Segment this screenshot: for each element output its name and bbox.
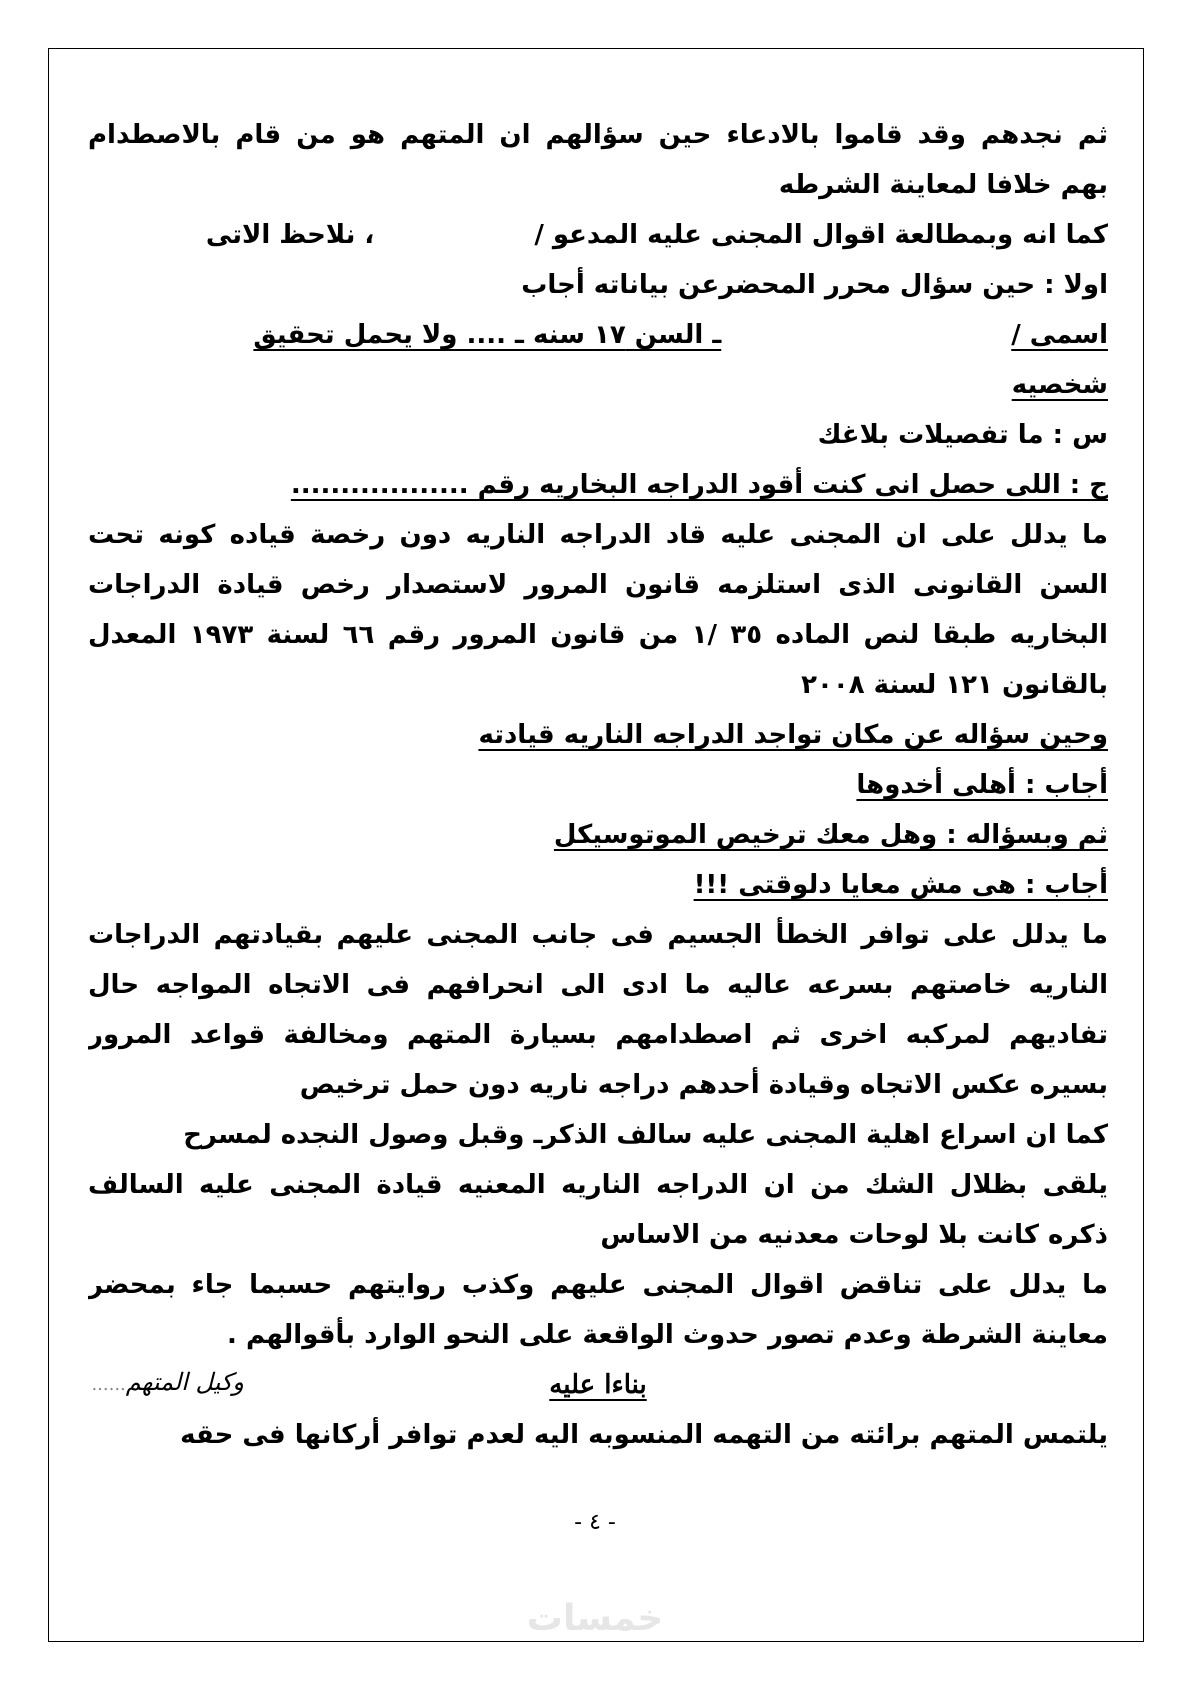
paragraph-line: ما يدلل على توافر الخطأ الجسيم فى جانب المجنى عليهم بقيادتهم الدراجات [88, 920, 1108, 950]
text-line: اولا : حين سؤال محرر المحضرعن بياناته أجاب [521, 270, 1108, 300]
paragraph-line: كما ان اسراع اهلية المجنى عليه سالف الذكرـ وقبل وصول النجده لمسرح [183, 1120, 1108, 1150]
paragraph-line: يلقى بظلال الشك من ان الدراجه الناريه المعنيه قيادة المجنى عليه السالف [88, 1170, 1108, 1200]
paragraph-line: ما يدلل على ان المجنى عليه قاد الدراجه الناريه دون رخصة قياده كونه تحت [88, 520, 1108, 550]
age-statement: ـ السن ١٧ سنه ـ .... ولا يحمل تحقيق [253, 320, 722, 350]
paragraph-line: السن القانونى الذى استلزمه قانون المرور لاستصدار رخص قيادة الدراجات [88, 570, 1108, 600]
signature-dots: ...... [91, 1374, 126, 1395]
section-heading: بناءا عليه [549, 1370, 647, 1400]
qa-line: أجاب : أهلى أخدوها [856, 770, 1108, 800]
name-label: اسمى / [1011, 320, 1108, 350]
paragraph-line: الناريه خاصتهم بسرعه عاليه ما ادى الى انحرافهم فى الاتجاه المواجه حال [88, 970, 1108, 1000]
page-number: - ٤ - [574, 1510, 616, 1535]
text-line: ثم نجدهم وقد قاموا بالادعاء حين سؤالهم ان المتهم هو من قام بالاصطدام [88, 120, 1108, 150]
qa-line: ثم وبسؤاله : وهل معك ترخيص الموتوسيكل [553, 820, 1108, 850]
text-line: س : ما تفصيلات بلاغك [817, 420, 1108, 450]
text-line: شخصيه [1011, 370, 1108, 400]
paragraph-line: بسيره عكس الاتجاه وقيادة أحدهم دراجه ناريه دون حمل ترخيص [299, 1070, 1108, 1100]
paragraph-line: ذكره كانت بلا لوحات معدنيه من الاساس [600, 1220, 1108, 1250]
witness-notes: ، نلاحظ الاتى [205, 220, 375, 250]
text-line: بهم خلافا لمعاينة الشرطه [778, 170, 1108, 200]
qa-line: وحين سؤاله عن مكان تواجد الدراجه الناريه قيادته [478, 720, 1108, 750]
paragraph-line: معاينة الشرطة وعدم تصور حدوث الواقعة على النحو الوارد بأقوالهم . [227, 1320, 1108, 1350]
paragraph-line: بالقانون ١٢١ لسنة ٢٠٠٨ [801, 670, 1108, 700]
text-line-name [88, 310, 1108, 360]
document-body [88, 110, 1108, 1460]
blank-name-field [721, 310, 1011, 360]
paragraph-line: البخاريه طبقا لنص الماده ٣٥ /١ من قانون المرور رقم ٦٦ لسنة ١٩٧٣ المعدل [88, 620, 1108, 650]
paragraph-line: ما يدلل على تناقض اقوال المجنى عليهم وكذب روايتهم حسبما جاء بمحضر [88, 1270, 1108, 1300]
conclusion-line: يلتمس المتهم برائته من التهمه المنسوبه اليه لعدم توافر أركانها فى حقه [180, 1420, 1108, 1450]
paragraph-line: تفاديهم لمركبه اخرى ثم اصطدامهم بسيارة المتهم ومخالفة قواعد المرور [88, 1020, 1108, 1050]
qa-line: أجاب : هى مش معايا دلوقتى !!! [693, 870, 1108, 900]
witness-intro: كما انه وبمطالعة اقوال المجنى عليه المدعو / [534, 220, 1108, 250]
signature [64, 1368, 244, 1396]
watermark-logo: خمسات [526, 1598, 664, 1639]
text-line: ج : اللى حصل انى كنت أقود الدراجه البخاريه رقم .................. [290, 470, 1108, 500]
text-line-witness [88, 210, 1108, 260]
signature-text: وكيل المتهم [125, 1368, 244, 1396]
